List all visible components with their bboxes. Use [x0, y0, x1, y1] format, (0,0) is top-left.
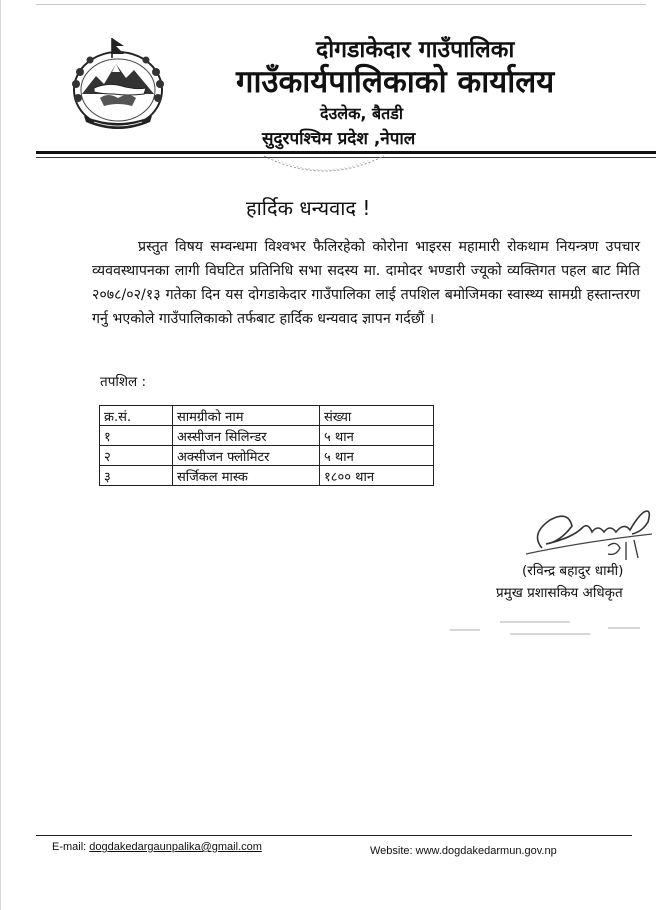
letter-heading: हार्दिक धन्यवाद ! — [246, 196, 371, 220]
serial-cell: ३ — [100, 466, 173, 486]
nepal-government-emblem-icon — [66, 32, 170, 134]
serial-cell: १ — [100, 426, 173, 446]
table-row — [100, 426, 434, 446]
footer-rule — [36, 835, 632, 836]
footer-website[interactable]: Website: www.dogdakedarmun.gov.np — [370, 845, 557, 857]
office-province: सुदुरपश्चिम प्रदेश ,नेपाल — [262, 129, 416, 149]
item-cell: अक्सीजन फ्लोमिटर — [173, 446, 320, 466]
handwritten-signature-icon — [512, 498, 662, 568]
table-row — [100, 446, 434, 466]
items-table — [99, 405, 434, 486]
signatory-name: (रविन्द्र बहादुर धामी) — [522, 563, 624, 579]
column-header-item: सामग्रीको नाम — [173, 406, 320, 426]
footer-email — [52, 841, 262, 853]
table-header-row — [100, 406, 434, 426]
column-header-serial: क्र.सं. — [100, 406, 173, 426]
item-cell: सर्जिकल मास्क — [173, 466, 320, 486]
quantity-cell: ५ थान — [320, 446, 434, 466]
email-label: E-mail: — [52, 841, 87, 853]
stamp-impression-icon — [258, 152, 390, 186]
details-label: तपशिल : — [100, 374, 147, 390]
email-link[interactable]: dogdakedargaunpalika@gmail.com — [89, 841, 262, 853]
item-cell: अस्सीजन सिलिन्डर — [173, 426, 320, 446]
quantity-cell: १८०० थान — [320, 466, 434, 486]
office-title: गाउँकार्यपालिकाको कार्यालय — [236, 64, 555, 100]
office-address: देउलेक, बैतडी — [320, 104, 404, 123]
quantity-cell: ५ थान — [320, 426, 434, 446]
table-row — [100, 466, 434, 486]
office-name: दोगडाकेदार गाउँपालिका — [316, 37, 515, 63]
scan-top-edge — [36, 4, 646, 5]
column-header-quantity: संख्या — [320, 406, 434, 426]
letter-body: प्रस्तुत विषय सम्वन्धमा विश्वभर फैलिरहेको कोरोना भाइरस महामारी रोकथाम नियन्त्रण उपचार व्यववस्थापनका लागी विघटित प्रतिनिधि सभा सदस्य मा. दामोदर भण्डारी ज्यूको व्यक्तिगत पहल बाट मिति २०७८/०२/१३ गतेका दिन यस दोगडाकेदार गाउँपालिका लाई तपशिल बमोजिमका स्वास्थ्य सामग्री हस्तान्तरण गर्नु भएकोले गाउँपालिकाको तर्फबाट हार्दिक धन्यवाद ज्ञापन गर्दछौं । — [92, 239, 640, 327]
serial-cell: २ — [100, 446, 173, 466]
signatory-designation: प्रमुख प्रशासकिय अधिकृत — [496, 585, 623, 601]
faint-stamp-bleed-icon — [440, 610, 650, 640]
